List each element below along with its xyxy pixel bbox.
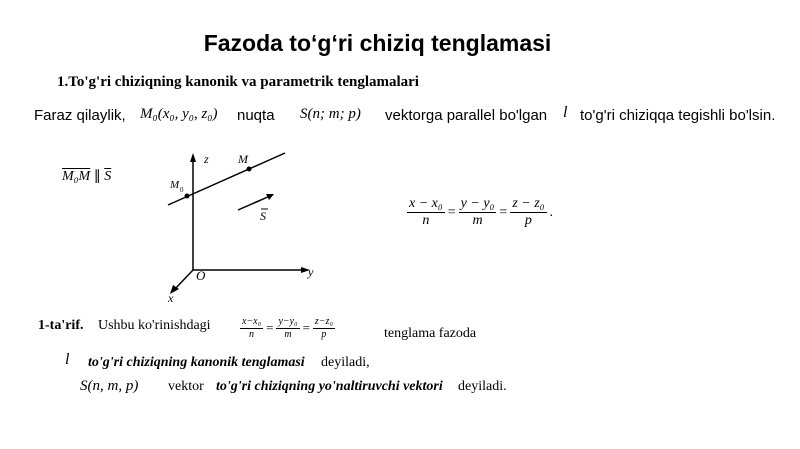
vector-s-bar: $\overline{S}$ xyxy=(104,169,112,184)
fraction-z: $\frac{\text{z − z₀}}{p}$ xyxy=(512,196,545,229)
fraction-x: $\frac{\text{x − x₀}}{n}$ xyxy=(409,196,443,229)
point-m0-dot xyxy=(185,194,190,199)
label-m: M xyxy=(238,152,248,166)
line1-l: l xyxy=(65,351,70,368)
label-m0-sub: 0 xyxy=(180,186,184,194)
fraction-y: $\frac{\text{y − y₀}}{m}$ xyxy=(460,196,495,229)
line1-rest: deyiladi, xyxy=(321,355,370,370)
definition-equation xyxy=(238,316,337,340)
section-heading: 1.To'g'ri chiziqning kanonik va parametrik tenglamalari xyxy=(57,74,419,90)
point-m-dot xyxy=(247,167,252,172)
label-z: z xyxy=(204,152,209,166)
line1-bold: to'g'ri chiziqning kanonik tenglamasi xyxy=(88,355,305,370)
intro-faraz: Faraz qilaylik, xyxy=(34,107,126,124)
vector-s-arrow xyxy=(238,196,270,210)
axes-figure xyxy=(160,148,330,308)
page-title: Fazoda to‘g‘ri chiziq tenglamasi xyxy=(203,30,552,56)
label-origin: O xyxy=(196,268,206,283)
equals-1: = xyxy=(447,204,456,220)
intro-end: to'g'ri chiziqqa tegishli bo'lsin. xyxy=(580,107,776,124)
line2-vector: S(n, m, p) xyxy=(80,378,139,394)
def-fraction-x: $\frac{\text{x−x₀}}{n}$ xyxy=(242,316,262,340)
def-fraction-z: $\frac{\text{z−z₀}}{p}$ xyxy=(314,316,333,340)
equals-2: = xyxy=(499,204,508,220)
canonical-equation xyxy=(405,196,554,229)
intro-vektorga: vektorga parallel bo'lgan xyxy=(385,107,548,124)
z-arrow xyxy=(190,153,196,162)
line2-bold: to'g'ri chiziqning yo'naltiruvchi vektori xyxy=(216,379,443,394)
label-y: y xyxy=(308,265,314,279)
def-equals-1: = xyxy=(266,320,274,335)
intro-nuqta: nuqta xyxy=(237,107,275,124)
parallel-symbol: ∥ xyxy=(93,169,101,184)
line2-word: vektor xyxy=(168,379,204,394)
line-l: l xyxy=(563,104,568,121)
label-s: S xyxy=(260,209,266,223)
point-m0: M₀(x₀, y₀, z₀) xyxy=(140,106,218,122)
definition-text: Ushbu ko'rinishdagi xyxy=(98,318,211,333)
parallel-relation xyxy=(62,168,111,185)
vector-s: S(n; m; p) xyxy=(300,106,361,122)
label-x: x xyxy=(168,291,174,305)
definition-after: tenglama fazoda xyxy=(384,326,477,341)
definition-label: 1-ta'rif. xyxy=(38,318,84,333)
line2-rest: deyiladi. xyxy=(458,379,507,394)
label-m0: M xyxy=(170,179,180,191)
vector-m0m: M₀M xyxy=(62,169,91,184)
def-fraction-y: $\frac{\text{y−y₀}}{m}$ xyxy=(278,316,298,340)
def-equals-2: = xyxy=(302,320,310,335)
x-axis xyxy=(174,270,193,290)
period: . xyxy=(549,204,554,220)
